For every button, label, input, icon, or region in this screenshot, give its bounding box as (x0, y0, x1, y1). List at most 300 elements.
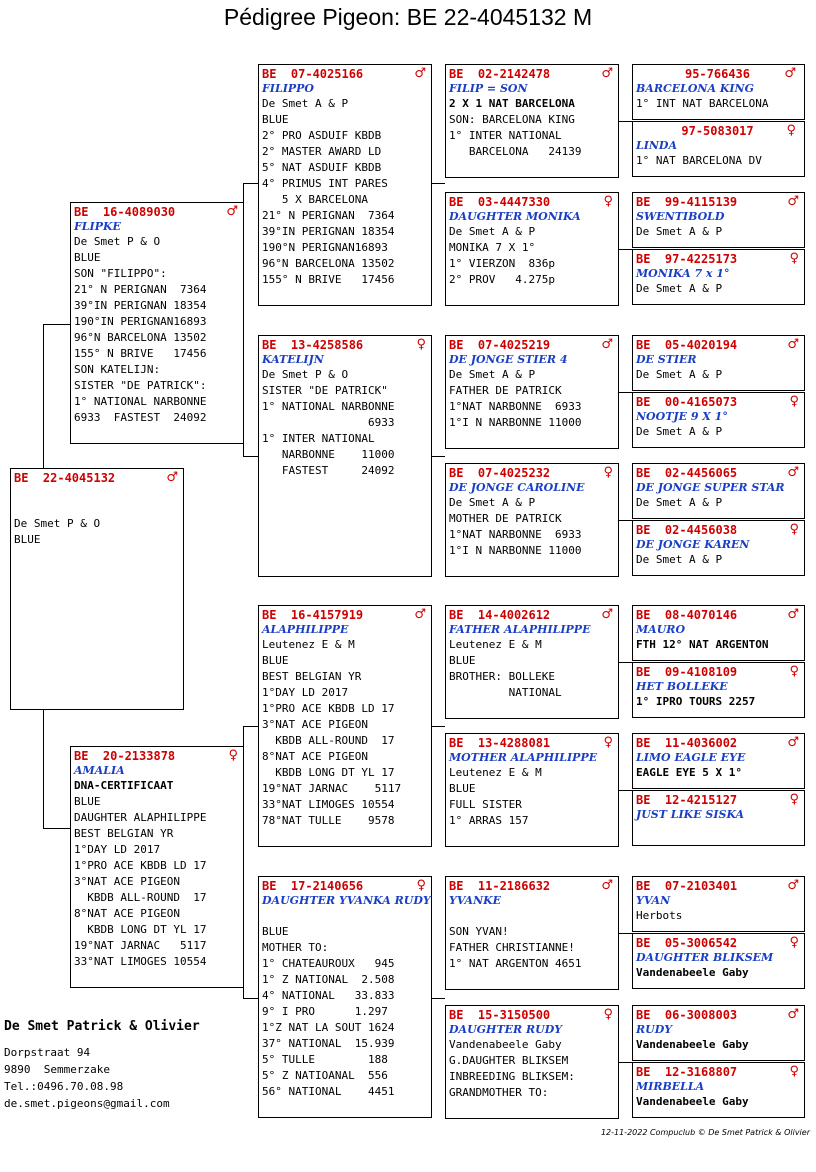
bird-detail-line: BLUE (262, 654, 289, 667)
bird-detail-line: 1°I N NARBONNE 11000 (449, 544, 582, 557)
bird-header (449, 195, 618, 209)
bird-name: HET BOLLEKE (636, 680, 728, 693)
male-symbol-icon: ♂ (787, 465, 799, 480)
bird-detail-line: 1°NAT NARBONNE 6933 (449, 528, 582, 541)
bird-header (636, 608, 804, 622)
bird-detail-line: 56° NATIONAL 4451 (262, 1085, 395, 1098)
ring-number: BE 02-4456038 (636, 523, 738, 537)
bird-header (636, 1008, 804, 1022)
bird-detail-line: BLUE (14, 533, 41, 546)
bird-name: DE STIER (636, 353, 697, 366)
female-symbol-icon: ♀ (789, 792, 799, 807)
bird-detail-line: NARBONNE 11000 (262, 448, 395, 461)
bird-detail-line: De Smet A & P (636, 496, 723, 509)
bird-name: LINDA (636, 139, 678, 152)
bird-name: DAUGHTER RUDY (449, 1023, 563, 1036)
bird-detail-line: FULL SISTER (449, 798, 522, 811)
ring-number: BE 05-3006542 (636, 936, 738, 950)
bird-card-sire-dam (258, 335, 432, 577)
ring-number: BE 14-4002612 (449, 608, 551, 622)
ring-number: BE 16-4157919 (262, 608, 364, 622)
bird-card-g4-10 (632, 662, 805, 718)
bird-detail-line: 8°NAT ACE PIGEON (74, 907, 180, 920)
bird-detail-line: 33°NAT LIMOGES 10554 (262, 798, 395, 811)
bird-card-g3-3 (445, 335, 619, 449)
bird-detail-line: 1°I N NARBONNE 11000 (449, 416, 582, 429)
bird-detail-line: 1° INTER NATIONAL (262, 432, 375, 445)
bird-detail-line: 96°N BARCELONA 13502 (74, 331, 207, 344)
bird-header (449, 879, 618, 893)
ring-number: BE 16-4089030 (74, 205, 176, 219)
bird-detail-line (14, 500, 183, 516)
connector-line (619, 1062, 632, 1063)
bird-detail-line: 1° NAT BARCELONA DV (636, 154, 762, 167)
bird-detail-line: BLUE (449, 782, 476, 795)
bird-detail-line: De Smet A & P (636, 368, 723, 381)
male-symbol-icon: ♂ (601, 337, 613, 352)
bird-detail-line: SISTER "DE PATRICK" (262, 384, 388, 397)
bird-name: FLIPKE (74, 220, 121, 233)
bird-header (636, 736, 804, 750)
bird-card-sire-sire (258, 64, 432, 306)
bird-detail-line: 3°NAT ACE PIGEON (262, 718, 368, 731)
female-symbol-icon: ♀ (789, 522, 799, 537)
connector-line (432, 456, 445, 457)
ring-number: 95-766436 (684, 67, 751, 81)
bird-detail-line: 1° NAT ARGENTON 4651 (449, 957, 582, 970)
female-symbol-icon: ♀ (228, 748, 238, 763)
bird-detail-line: BLUE (262, 113, 289, 126)
bird-detail-line: 4° PRIMUS INT PARES (262, 177, 388, 190)
bird-name: AMALIA (74, 764, 125, 777)
male-symbol-icon: ♂ (601, 607, 613, 622)
bird-card-g4-13 (632, 876, 805, 932)
bird-header (449, 1008, 618, 1022)
ring-number: BE 07-4025219 (449, 338, 551, 352)
bird-card-g3-6 (445, 733, 619, 847)
female-symbol-icon: ♀ (789, 664, 799, 679)
female-symbol-icon: ♀ (603, 194, 613, 209)
bird-detail-line: Vandenabeele Gaby (449, 1038, 562, 1051)
ring-number: BE 22-4045132 (14, 471, 116, 485)
breeder-email: de.smet.pigeons@gmail.com (4, 1097, 170, 1110)
bird-card-g4-15 (632, 1005, 805, 1061)
bird-name: DE JONGE CAROLINE (449, 481, 585, 494)
bird-card-g4-4 (632, 249, 805, 305)
bird-name: DE JONGE STIER 4 (449, 353, 568, 366)
connector-line (432, 998, 445, 999)
bird-card-g4-16 (632, 1062, 805, 1118)
bird-card-g4-2 (632, 121, 805, 177)
bird-detail-line: BLUE (449, 654, 476, 667)
bird-detail-line: 5° TULLE 188 (262, 1053, 388, 1066)
female-symbol-icon: ♀ (416, 337, 426, 352)
bird-header (74, 749, 243, 763)
bird-detail-line: 190°N PERIGNAN16893 (262, 241, 388, 254)
bird-detail-line (449, 908, 618, 924)
bird-card-g4-11 (632, 733, 805, 789)
bird-detail-line: 155° N BRIVE 17456 (262, 273, 395, 286)
connector-line (43, 324, 44, 469)
bird-header (636, 395, 804, 409)
male-symbol-icon: ♂ (787, 1007, 799, 1022)
connector-line (243, 183, 258, 184)
bird-detail-line: 9° I PRO 1.297 (262, 1005, 388, 1018)
male-symbol-icon: ♂ (787, 607, 799, 622)
bird-detail-line (262, 908, 431, 924)
bird-detail-line: FASTEST 24092 (262, 464, 395, 477)
bird-detail-line: FATHER DE PATRICK (449, 384, 562, 397)
bird-detail-line: GRANDMOTHER TO: (449, 1086, 549, 1099)
bird-header (636, 1065, 804, 1079)
female-symbol-icon: ♀ (416, 878, 426, 893)
connector-line (43, 324, 71, 325)
connector-line (619, 520, 632, 521)
bird-name: MAURO (636, 623, 686, 636)
bird-detail-line: NATIONAL (449, 686, 562, 699)
bird-detail-line: 1° CHATEAUROUX 945 (262, 957, 395, 970)
bird-name: LIMO EAGLE EYE (636, 751, 746, 764)
bird-detail-line: 1° ARRAS 157 (449, 814, 529, 827)
bird-card-g4-3 (632, 192, 805, 248)
ring-number: BE 11-4036002 (636, 736, 738, 750)
bird-name: KATELIJN (262, 353, 324, 366)
bird-header (262, 879, 431, 893)
ring-number: BE 11-2186632 (449, 879, 551, 893)
bird-detail-line: SISTER "DE PATRICK": (74, 379, 207, 392)
ring-number: BE 02-4456065 (636, 466, 738, 480)
connector-line (243, 456, 258, 457)
male-symbol-icon: ♂ (601, 66, 613, 81)
connector-line (43, 828, 71, 829)
bird-name: YVANKE (449, 894, 502, 907)
bird-detail-line: BEST BELGIAN YR (74, 827, 174, 840)
bird-detail-line: 2° MASTER AWARD LD (262, 145, 382, 158)
bird-detail-line: 37° NATIONAL 15.939 (262, 1037, 395, 1050)
bird-detail-line: 21° N PERIGNAN 7364 (74, 283, 207, 296)
bird-detail-line: BARCELONA 24139 (449, 145, 582, 158)
ring-number: BE 97-4225173 (636, 252, 738, 266)
bird-detail-line: De Smet A & P (449, 225, 536, 238)
bird-detail-line: MOTHER DE PATRICK (449, 512, 562, 525)
bird-detail-line: 1°DAY LD 2017 (262, 686, 349, 699)
bird-detail-line: 5° NAT ASDUIF KBDB (262, 161, 382, 174)
bird-detail-line: 2° PROV 4.275p (449, 273, 555, 286)
ring-number: 97-5083017 (681, 124, 754, 138)
bird-header (636, 523, 804, 537)
bird-detail-line: BLUE (74, 795, 101, 808)
bird-detail-line: De Smet A & P (636, 425, 723, 438)
bird-name: MIRBELLA (636, 1080, 705, 1093)
bird-detail-line: 190°IN PERIGNAN16893 (74, 315, 207, 328)
ring-number: BE 15-3150500 (449, 1008, 551, 1022)
connector-line (619, 392, 632, 393)
bird-name (14, 485, 183, 500)
bird-detail-line: 6933 (262, 416, 395, 429)
connector-line (243, 998, 258, 999)
bird-card-g4-12 (632, 790, 805, 846)
bird-header (449, 67, 618, 81)
bird-name: SWENTIBOLD (636, 210, 725, 223)
bird-detail-line: Vandenabeele Gaby (636, 966, 749, 979)
bird-detail-line: De Smet A & P (449, 368, 536, 381)
bird-card-g4-9 (632, 605, 805, 661)
male-symbol-icon: ♂ (601, 878, 613, 893)
bird-card-g3-1 (445, 64, 619, 178)
bird-detail-line: De Smet A & P (636, 553, 723, 566)
female-symbol-icon: ♀ (789, 394, 799, 409)
bird-detail-line: 1°NAT NARBONNE 6933 (449, 400, 582, 413)
bird-header (449, 338, 618, 352)
connector-line (619, 790, 632, 791)
bird-card-g4-1 (632, 64, 805, 120)
ring-number: BE 13-4258586 (262, 338, 364, 352)
bird-card-g4-14 (632, 933, 805, 989)
bird-detail-line: 1° INTER NATIONAL (449, 129, 562, 142)
bird-detail-line: De Smet A & P (636, 282, 723, 295)
bird-name: DE JONGE SUPER STAR (636, 481, 785, 494)
bird-header (636, 665, 804, 679)
bird-name: RUDY (636, 1023, 673, 1036)
bird-detail-line: 5 X BARCELONA (262, 193, 368, 206)
bird-card-dam-sire (258, 605, 432, 847)
male-symbol-icon: ♂ (166, 470, 178, 485)
ring-number: BE 00-4165073 (636, 395, 738, 409)
bird-detail-line: SON YVAN! (449, 925, 509, 938)
bird-header (636, 338, 804, 352)
female-symbol-icon: ♀ (786, 123, 796, 138)
bird-detail-line: SON KATELIJN: (74, 363, 161, 376)
ring-number: BE 08-4070146 (636, 608, 738, 622)
bird-detail-line: KBDB ALL-ROUND 17 (262, 734, 395, 747)
bird-card-g4-8 (632, 520, 805, 576)
ring-number: BE 13-4288081 (449, 736, 551, 750)
bird-detail-line: Herbots (636, 909, 683, 922)
bird-detail-line: 1° Z NATIONAL 2.508 (262, 973, 395, 986)
bird-header (449, 466, 618, 480)
bird-detail-line: Leutenez E & M (449, 638, 542, 651)
bird-card-g4-7 (632, 463, 805, 519)
bird-detail-line: DNA-CERTIFICAAT (74, 779, 174, 792)
bird-detail-line: 1° NATIONAL NARBONNE (74, 395, 207, 408)
breeder-street: Dorpstraat 94 (4, 1046, 91, 1059)
bird-detail-line: 6933 FASTEST 24092 (74, 411, 207, 424)
bird-detail-line: BLUE (262, 925, 289, 938)
bird-card-g3-8 (445, 1005, 619, 1119)
footer-credit: 12-11-2022 Compuclub © De Smet Patrick & Olivier (600, 1128, 810, 1137)
ring-number: BE 06-3008003 (636, 1008, 738, 1022)
bird-card-sire (70, 202, 244, 444)
bird-detail-line: 155° N BRIVE 17456 (74, 347, 207, 360)
ring-number: BE 07-4025166 (262, 67, 364, 81)
bird-detail-line: Vandenabeele Gaby (636, 1038, 749, 1051)
bird-header (449, 608, 618, 622)
bird-name: MOTHER ALAPHILIPPE (449, 751, 598, 764)
female-symbol-icon: ♀ (603, 465, 613, 480)
bird-detail-line: BEST BELGIAN YR (262, 670, 362, 683)
connector-line (432, 183, 445, 184)
male-symbol-icon: ♂ (226, 204, 238, 219)
bird-card-g3-7 (445, 876, 619, 990)
connector-line (243, 726, 258, 727)
male-symbol-icon: ♂ (787, 878, 799, 893)
bird-header (636, 124, 804, 138)
ring-number: BE 20-2133878 (74, 749, 176, 763)
bird-name: ALAPHILIPPE (262, 623, 349, 636)
ring-number: BE 17-2140656 (262, 879, 364, 893)
breeder-city: 9890 Semmerzake (4, 1063, 110, 1076)
male-symbol-icon: ♂ (414, 66, 426, 81)
bird-detail-line: KBDB ALL-ROUND 17 (74, 891, 207, 904)
breeder-phone: Tel.:0496.70.08.98 (4, 1080, 124, 1093)
bird-detail-line: De Smet A & P (262, 97, 349, 110)
bird-header (262, 67, 431, 81)
bird-detail-line: 1°Z NAT LA SOUT 1624 (262, 1021, 395, 1034)
bird-name: DAUGHTER YVANKA RUDY (262, 894, 431, 907)
page-title: Pédigree Pigeon: BE 22-4045132 M (223, 4, 593, 30)
bird-card-g3-2 (445, 192, 619, 306)
bird-detail-line: Vandenabeele Gaby (636, 1095, 749, 1108)
male-symbol-icon: ♂ (787, 337, 799, 352)
bird-name: JUST LIKE SISKA (636, 808, 745, 821)
male-symbol-icon: ♂ (787, 735, 799, 750)
bird-detail-line: De Smet A & P (636, 225, 723, 238)
bird-header (74, 205, 243, 219)
ring-number: BE 09-4108109 (636, 665, 738, 679)
bird-card-dam-dam (258, 876, 432, 1118)
bird-detail-line: FTH 12° NAT ARGENTON (636, 638, 769, 651)
connector-line (43, 710, 44, 828)
bird-detail-line: 96°N BARCELONA 13502 (262, 257, 395, 270)
connector-line (619, 662, 632, 663)
bird-detail-line: 8°NAT ACE PIGEON (262, 750, 368, 763)
bird-card-g4-5 (632, 335, 805, 391)
ring-number: BE 12-4215127 (636, 793, 738, 807)
male-symbol-icon: ♂ (414, 607, 426, 622)
connector-line (619, 933, 632, 934)
bird-detail-line: BLUE (74, 251, 101, 264)
bird-detail-line: 33°NAT LIMOGES 10554 (74, 955, 207, 968)
bird-detail-line: BROTHER: BOLLEKE (449, 670, 555, 683)
breeder-name: De Smet Patrick & Olivier (4, 1019, 200, 1034)
bird-detail-line: DAUGHTER ALAPHILIPPE (74, 811, 207, 824)
bird-detail-line: 39°IN PERIGNAN 18354 (262, 225, 395, 238)
bird-name: FATHER ALAPHILIPPE (449, 623, 591, 636)
bird-detail-line: Leutenez E & M (449, 766, 542, 779)
bird-detail-line: SON "FILIPPO": (74, 267, 167, 280)
ring-number: BE 03-4447330 (449, 195, 551, 209)
bird-detail-line: KBDB LONG DT YL 17 (74, 923, 207, 936)
bird-header (636, 466, 804, 480)
bird-detail-line: 1° IPRO TOURS 2257 (636, 695, 756, 708)
bird-detail-line: MOTHER TO: (262, 941, 329, 954)
bird-detail-line: 1° INT NAT BARCELONA (636, 97, 769, 110)
bird-detail-line: 78°NAT TULLE 9578 (262, 814, 395, 827)
bird-detail-line: 1°DAY LD 2017 (74, 843, 161, 856)
bird-header (636, 195, 804, 209)
bird-detail-line: 19°NAT JARNAC 5117 (262, 782, 402, 795)
bird-header (636, 879, 804, 893)
bird-detail-line: 1° VIERZON 836p (449, 257, 555, 270)
connector-line (619, 121, 632, 122)
bird-header (449, 736, 618, 750)
bird-detail-line: 1°PRO ACE KBDB LD 17 (262, 702, 395, 715)
bird-header (636, 793, 804, 807)
bird-detail-line: 19°NAT JARNAC 5117 (74, 939, 207, 952)
bird-detail-line: 4° NATIONAL 33.833 (262, 989, 395, 1002)
female-symbol-icon: ♀ (603, 1007, 613, 1022)
bird-name: BARCELONA KING (636, 82, 755, 95)
breeder-info (4, 1018, 200, 1112)
bird-header (262, 338, 431, 352)
bird-card-g4-6 (632, 392, 805, 448)
bird-header (636, 67, 804, 81)
bird-detail-line: FATHER CHRISTIANNE! (449, 941, 575, 954)
bird-header (262, 608, 431, 622)
male-symbol-icon: ♂ (787, 194, 799, 209)
bird-detail-line: De Smet P & O (262, 368, 349, 381)
ring-number: BE 05-4020194 (636, 338, 738, 352)
bird-header (636, 936, 804, 950)
female-symbol-icon: ♀ (789, 935, 799, 950)
bird-detail-line: 5° Z NATIOANAL 556 (262, 1069, 388, 1082)
ring-number: BE 07-2103401 (636, 879, 738, 893)
female-symbol-icon: ♀ (603, 735, 613, 750)
ring-number: BE 07-4025232 (449, 466, 551, 480)
bird-detail-line: De Smet A & P (449, 496, 536, 509)
bird-name: FILIPPO (262, 82, 314, 95)
ring-number: BE 12-3168807 (636, 1065, 738, 1079)
male-symbol-icon: ♂ (784, 66, 796, 81)
bird-name: DAUGHTER MONIKA (449, 210, 581, 223)
female-symbol-icon: ♀ (789, 251, 799, 266)
female-symbol-icon: ♀ (789, 1064, 799, 1079)
bird-header (636, 252, 804, 266)
bird-detail-line: 1°PRO ACE KBDB LD 17 (74, 859, 207, 872)
bird-detail-line: SON: BARCELONA KING (449, 113, 575, 126)
bird-detail-line: De Smet P & O (74, 235, 161, 248)
bird-detail-line: 1° NATIONAL NARBONNE (262, 400, 395, 413)
bird-card-g3-4 (445, 463, 619, 577)
bird-detail-line: INBREEDING BLIKSEM: (449, 1070, 575, 1083)
connector-line (619, 249, 632, 250)
bird-detail-line: De Smet P & O (14, 517, 101, 530)
bird-detail-line: 21° N PERIGNAN 7364 (262, 209, 395, 222)
bird-card-dam (70, 746, 244, 988)
bird-header (14, 471, 183, 485)
bird-detail-line: MONIKA 7 X 1° (449, 241, 536, 254)
ring-number: BE 02-2142478 (449, 67, 551, 81)
bird-detail-line: G.DAUGHTER BLIKSEM (449, 1054, 569, 1067)
bird-card-g3-5 (445, 605, 619, 719)
bird-detail-line: Leutenez E & M (262, 638, 355, 651)
bird-detail-line: EAGLE EYE 5 X 1° (636, 766, 742, 779)
bird-name: YVAN (636, 894, 671, 907)
bird-detail-line: 2° PRO ASDUIF KBDB (262, 129, 382, 142)
bird-name: MONIKA 7 x 1° (636, 267, 730, 280)
bird-card-subject (10, 468, 184, 710)
bird-detail-line: 39°IN PERIGNAN 18354 (74, 299, 207, 312)
connector-line (432, 726, 445, 727)
ring-number: BE 99-4115139 (636, 195, 738, 209)
bird-detail-line: 2 X 1 NAT BARCELONA (449, 97, 575, 110)
bird-name: DAUGHTER BLIKSEM (636, 951, 774, 964)
bird-name: DE JONGE KAREN (636, 538, 750, 551)
bird-name: NOOTJE 9 X 1° (636, 410, 728, 423)
bird-detail-line: KBDB LONG DT YL 17 (262, 766, 395, 779)
bird-detail-line: 3°NAT ACE PIGEON (74, 875, 180, 888)
bird-name: FILIP = SON (449, 82, 528, 95)
